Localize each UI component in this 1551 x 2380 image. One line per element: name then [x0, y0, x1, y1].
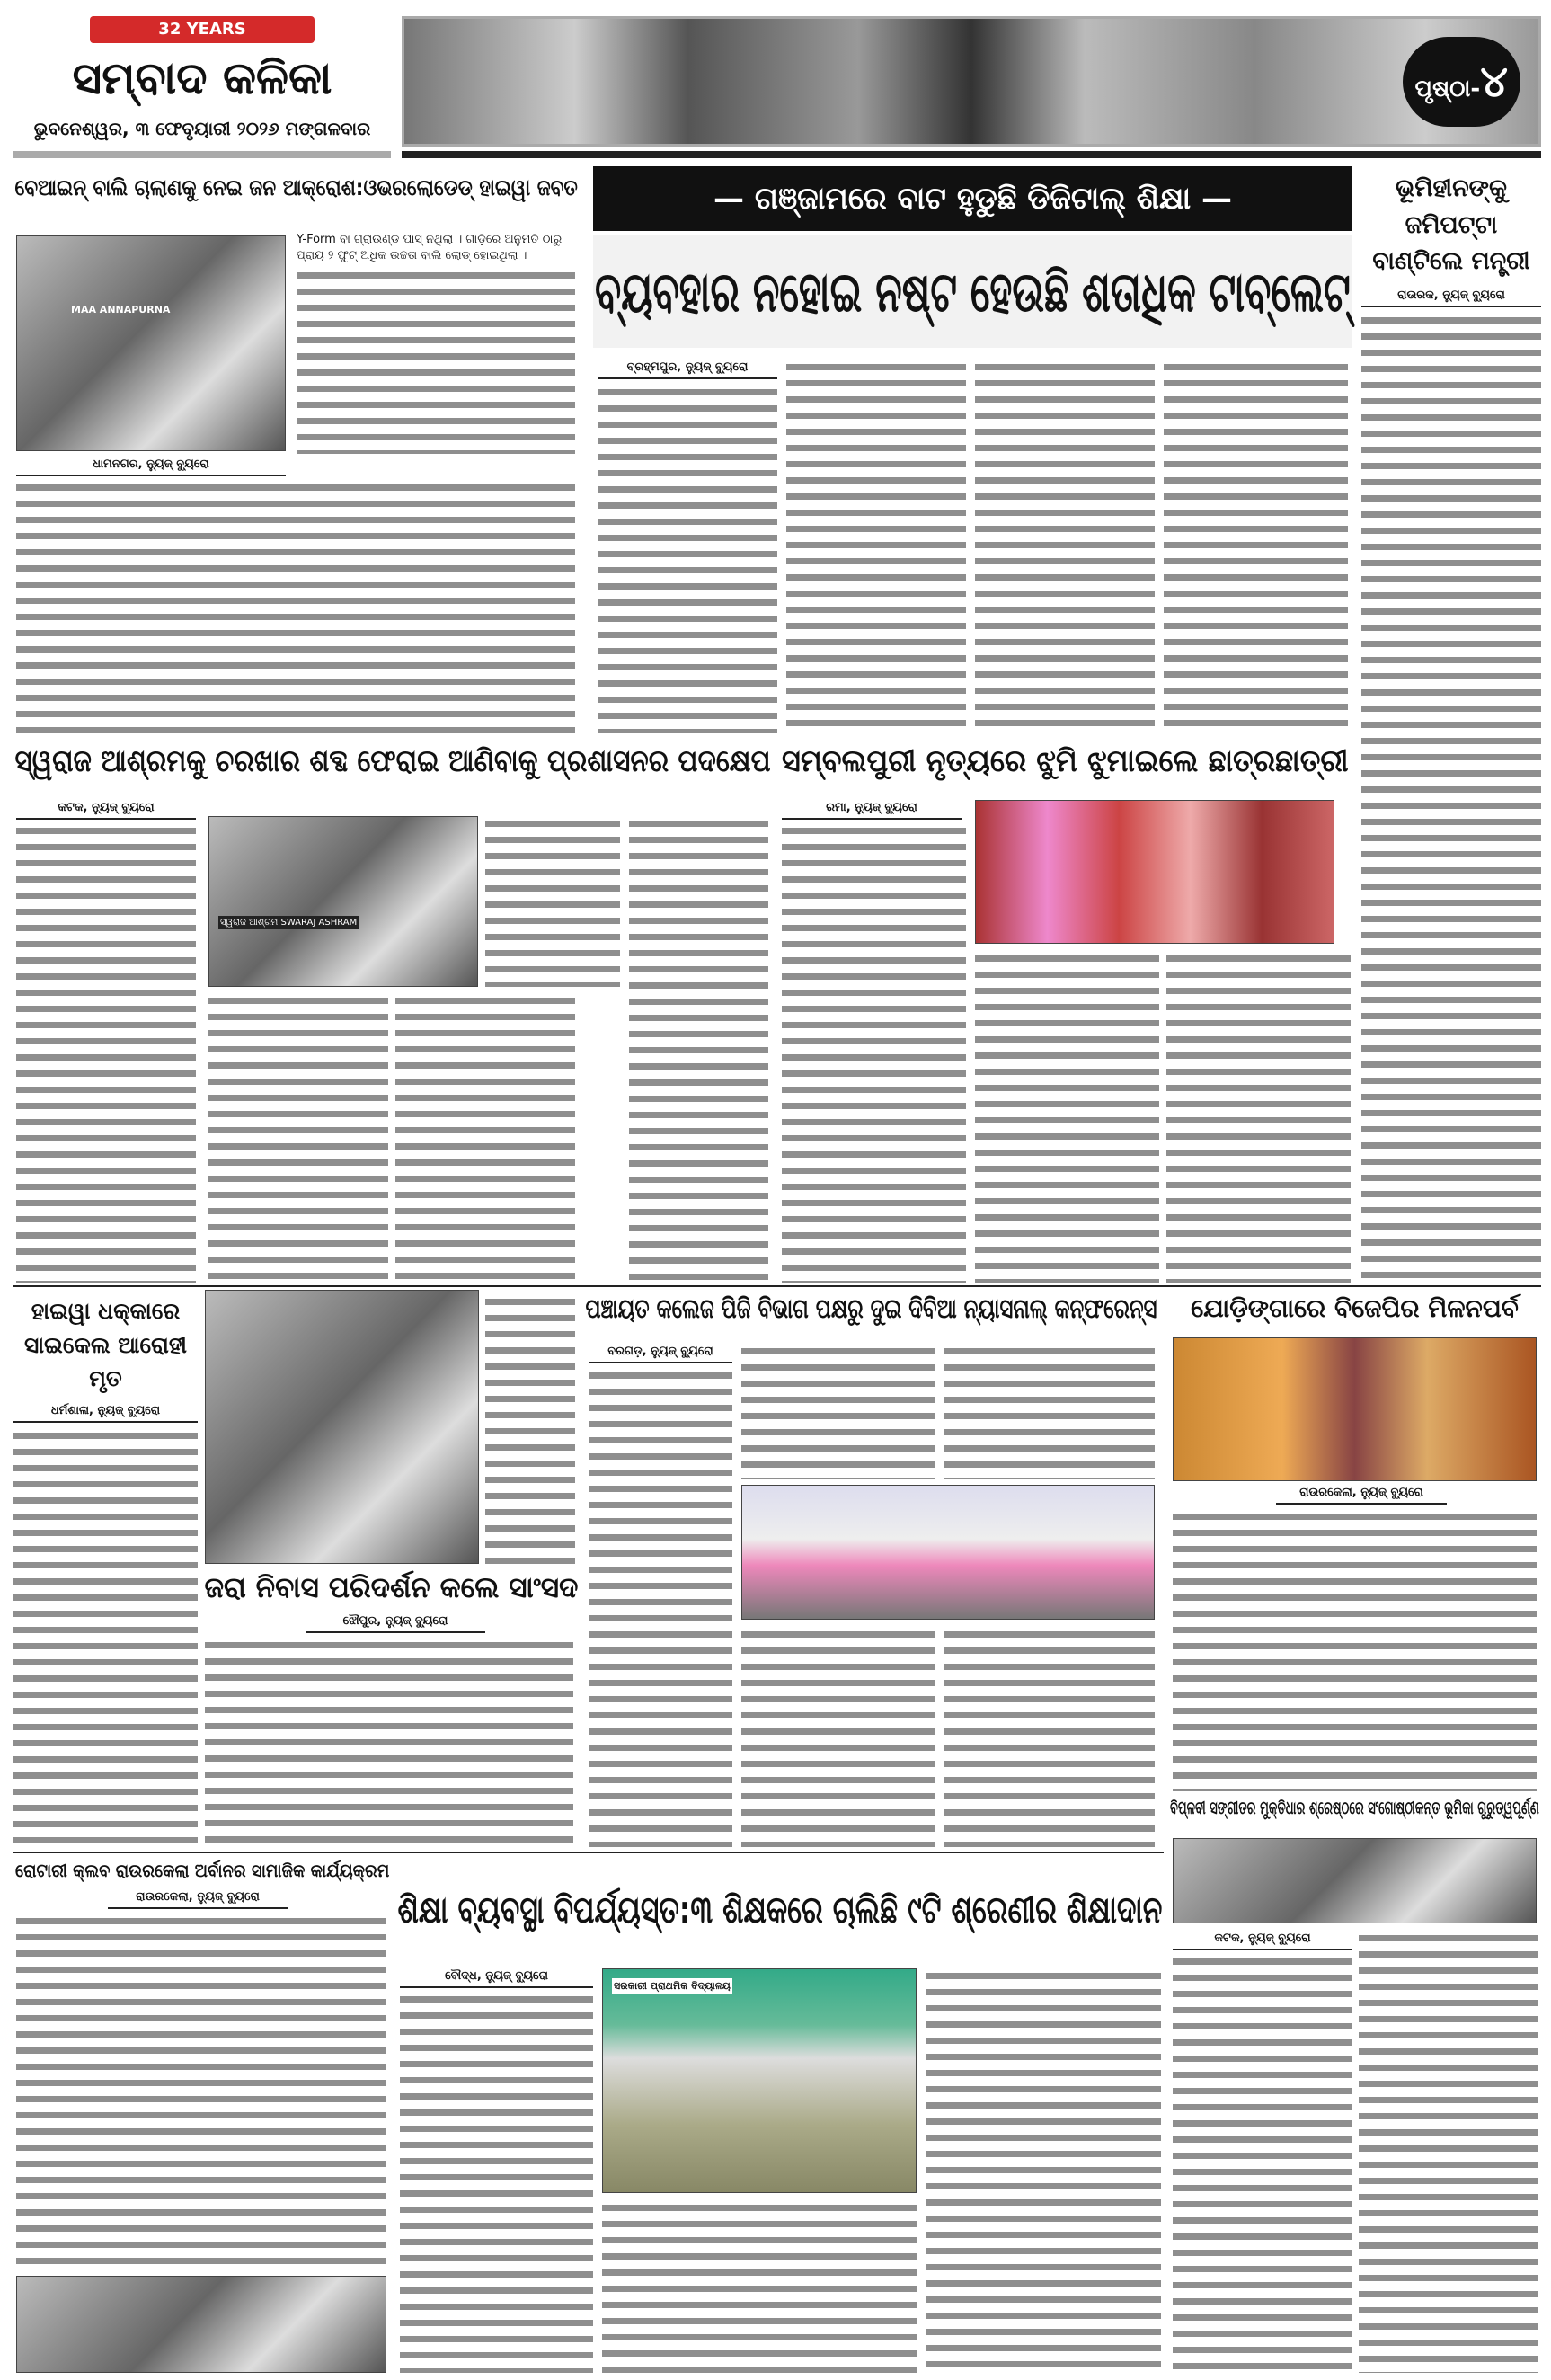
- dateline: [16, 800, 196, 820]
- headline: [1168, 1294, 1541, 1323]
- truck-label: MAA ANNAPURNA: [71, 304, 171, 315]
- headline-text: ସମ୍ବଲପୁରୀ ନୃତ୍ୟରେ ଝୁମି ଝୁମାଇଲେ ଛାତ୍ରଛାତ୍ରୀ: [782, 743, 1349, 779]
- issue-date-text: ଭୁବନେଶ୍ୱର, ୩ ଫେବୃୟାରୀ ୨୦୨୬ ମଙ୍ଗଳବାର: [33, 118, 371, 139]
- article-body: [1164, 360, 1348, 733]
- anniversary-text: 32 YEARS: [158, 20, 246, 39]
- main-headline-text: ବ୍ୟବହାର ନହୋଇ ନଷ୍ଟ ହେଉଛି ଶତାଧିକ ଟାବ୍‌ଲେଟ୍: [595, 259, 1351, 324]
- headline-text: ବିପ୍ଳବୀ ସଙ୍ଗୀତର ମୁକ୍ତିଧାର ଶ୍ରେଷ୍ଠରେ ସଂଗୋଷ୍ଠୀକନ୍ତ ଭୂମିକା ଗୁରୁତ୍ୱପୂର୍ଣ୍ଣ: [1170, 1797, 1539, 1818]
- article-body: [13, 1428, 198, 1846]
- article-body: [208, 993, 388, 1283]
- dateline-text: ବ୍ରହ୍ମପୁର, ନ୍ୟୁଜ୍ ବ୍ୟୁରୋ: [626, 360, 749, 374]
- dateline: ଧର୍ମଶାଳା, ନ୍ୟୁଜ୍ ବ୍ୟୁରୋ: [13, 1403, 198, 1423]
- ashram-photo: [208, 816, 478, 987]
- dateline-text: ଧାମନଗର, ନ୍ୟୁଜ୍ ବ୍ୟୁରୋ: [93, 457, 209, 471]
- bjp-event-photo: [1173, 1337, 1537, 1481]
- dateline-text: ରାଉରକେଲା, ନ୍ୟୁଜ୍ ବ୍ୟୁରୋ: [136, 1890, 260, 1904]
- headline: ଭୂମିହୀନଙ୍କୁ ଜମିପଟ୍ଟା ବାଣ୍ଟିଲେ ମନ୍ତ୍ରୀ: [1372, 174, 1530, 275]
- cyclist-article: [13, 1294, 198, 1845]
- kicker-banner: [593, 166, 1352, 231]
- headline-text: ଶିକ୍ଷା ବ୍ୟବସ୍ଥା ବିପର୍ଯ୍ୟସ୍ତ:୩ ଶିକ୍ଷକରେ ଚାଲିଛି ୯ଟି ଶ୍ରେଣୀର ଶିକ୍ଷାଦାନ: [397, 1887, 1162, 1932]
- article-body: [205, 1638, 573, 1845]
- article-body: [485, 816, 620, 987]
- headline-text: ରୋଟାରୀ କ୍ଲବ ରାଉରକେଲା ଅର୍ବାନର ସାମାଜିକ କାର୍ଯ୍ୟକ୍ରମ: [14, 1860, 390, 1881]
- dateline: [598, 360, 777, 379]
- header-photo-strip: [402, 16, 1541, 147]
- page-number: ୪: [1480, 57, 1508, 107]
- dateline: [306, 1613, 485, 1633]
- article-body: [944, 1627, 1155, 1847]
- kicker-text: — ଗଞ୍ଜାମରେ ବାଟ ହୁଡୁଛି ଡିଜିଟାଲ୍ ଶିକ୍ଷା —: [713, 181, 1233, 217]
- dance-photo: [975, 800, 1334, 944]
- seminar-photo: [1173, 1838, 1537, 1923]
- article-body: [400, 1992, 593, 2373]
- conference-photo: [741, 1485, 1155, 1620]
- kicker-label: ଗଞ୍ଜାମରେ ବାଟ ହୁଡୁଛି ଡିଜିଟାଲ୍ ଶିକ୍ଷା: [754, 181, 1192, 217]
- article-body: [602, 2200, 917, 2373]
- truck-photo: [16, 235, 286, 451]
- article-body: [975, 951, 1159, 1283]
- headline-text: ପଞ୍ଚାୟତ କଲେଜ ପିଜି ବିଭାଗ ପକ୍ଷରୁ ଦୁଇ ଦିବିଆ ନ୍ୟାସନାଲ୍ କନ୍‌ଫରେନ୍ସ: [585, 1293, 1158, 1325]
- dateline: [589, 1344, 732, 1363]
- headline-text: ଯୋଡ଼ିଙ୍ଗାରେ ବିଜେପିର ମିଳନପର୍ବ: [1191, 1293, 1519, 1323]
- school-sign: ସରକାରୀ ପ୍ରାଥମିକ ବିଦ୍ୟାଳୟ: [612, 1978, 732, 1994]
- article-body: [926, 1968, 1161, 2373]
- headline-text: ଜରା ନିବାସ ପରିଦର୍ଶନ କଲେ ସାଂସଦ: [204, 1570, 578, 1604]
- dateline: ରାଉରକ, ନ୍ୟୁଜ୍ ବ୍ୟୁରୋ: [1361, 288, 1541, 307]
- dateline-text: ବରଗଡ଼, ନ୍ୟୁଜ୍ ବ୍ୟୁରୋ: [607, 1345, 713, 1358]
- section-divider: [13, 1852, 1164, 1853]
- school-photo: [602, 1968, 917, 2193]
- dateline: [400, 1968, 593, 1988]
- article-body: [16, 1914, 386, 2269]
- dateline-text: ରମା, ନ୍ୟୁଜ୍ ବ୍ୟୁରୋ: [826, 801, 917, 814]
- article-body: [1173, 1509, 1537, 1791]
- dateline-text: କଟକ, ନ୍ୟୁଜ୍ ବ୍ୟୁରୋ: [58, 801, 155, 814]
- headline: [1168, 1798, 1541, 1818]
- anniversary-ribbon: [90, 16, 315, 43]
- article-body: [1166, 951, 1351, 1283]
- article-body: [598, 385, 777, 733]
- dateline-text: ରାଉରକେଲା, ନ୍ୟୁଜ୍ ବ୍ୟୁରୋ: [1299, 1486, 1423, 1499]
- header-divider: [402, 151, 1541, 158]
- dateline-text: ବୌଦ୍ଧ, ନ୍ୟୁଜ୍ ବ୍ୟୁରୋ: [445, 1969, 548, 1983]
- article-lead-column: [297, 232, 575, 454]
- headline: [13, 175, 580, 201]
- article-body: [297, 268, 575, 454]
- article-body: [485, 1294, 575, 1564]
- article-body: [944, 1344, 1155, 1479]
- dateline: [108, 1889, 288, 1909]
- article-body: [589, 1368, 732, 1847]
- headline: ହାଇୱା ଧକ୍କାରେ ସାଇକେଲ ଆରୋହୀ ମୃତ: [24, 1298, 187, 1391]
- headline-text: ସ୍ୱରାଜ ଆଶ୍ରମକୁ ଚରଖାର ଶବ୍ଦ ଫେରାଇ ଆଣିବାକୁ ପ୍ରଶାସନର ପଦକ୍ଷେପ: [14, 743, 772, 779]
- page-label: ପୃଷ୍ଠା-: [1414, 75, 1481, 102]
- headline: [584, 1294, 1159, 1326]
- dateline: [782, 800, 962, 820]
- issue-date: [13, 117, 391, 140]
- article-body: [16, 480, 575, 733]
- dateline: [16, 457, 286, 476]
- logo-text: ସମ୍ବାଦ କଳିକା: [72, 52, 332, 104]
- right-column-article: [1361, 171, 1541, 1283]
- dateline-text: ଝୌପୁର, ନ୍ୟୁଜ୍ ବ୍ୟୁରୋ: [342, 1614, 448, 1628]
- article-body: [786, 360, 966, 733]
- headline: [202, 1571, 580, 1604]
- mp-visit-photo: [205, 1290, 479, 1564]
- headline: [13, 1860, 391, 1881]
- dateline-text: କଟକ, ନ୍ୟୁଜ୍ ବ୍ୟୁରୋ: [1214, 1932, 1311, 1945]
- article-lead: Y-Form ବା ଗ୍ରାଉଣ୍ଡ ପାସ୍ ନଥିଲା । ଗାଡ଼ିରେ ଅନୁମତି ଠାରୁ ପ୍ରାୟ ୨ ଫୁଟ୍ ଅଧିକ ଉଚ୍ଚତା ବାଲି ଲୋଡ୍ ହୋଇଥିଲା ।: [297, 233, 563, 262]
- dateline: [1276, 1485, 1447, 1505]
- article-body: [1173, 1954, 1352, 2373]
- article-body: [782, 823, 966, 1283]
- newspaper-logo: [31, 47, 373, 110]
- masthead-logo: [13, 16, 391, 147]
- main-headline: [593, 235, 1352, 348]
- ashram-sign: ସ୍ୱରାଜ ଆଶ୍ରମ SWARAJ ASHRAM: [220, 918, 358, 928]
- dateline: [1173, 1931, 1352, 1950]
- headline: [780, 744, 1351, 779]
- article-body: [16, 823, 196, 1283]
- article-body: [741, 1627, 935, 1847]
- article-body: [1361, 313, 1541, 1284]
- article-body: [629, 816, 768, 1283]
- article-body: [975, 360, 1155, 733]
- page-number-badge: [1403, 37, 1520, 127]
- rotary-photo: [16, 2276, 386, 2373]
- headline-text: ବେଆଇନ୍ ବାଲି ଚାଲାଣକୁ ନେଇ ଜନ ଆକ୍ରୋଶ:ଓଭରଲୋଡେଡ୍ ହାଇୱା ଜବତ: [14, 174, 579, 200]
- headline: [395, 1869, 1164, 1950]
- section-divider: [13, 1285, 1541, 1287]
- header-divider-left: [13, 151, 391, 158]
- headline: [13, 744, 773, 779]
- article-body: [741, 1344, 935, 1479]
- article-body: [1359, 1931, 1538, 2373]
- article-body: [395, 993, 575, 1283]
